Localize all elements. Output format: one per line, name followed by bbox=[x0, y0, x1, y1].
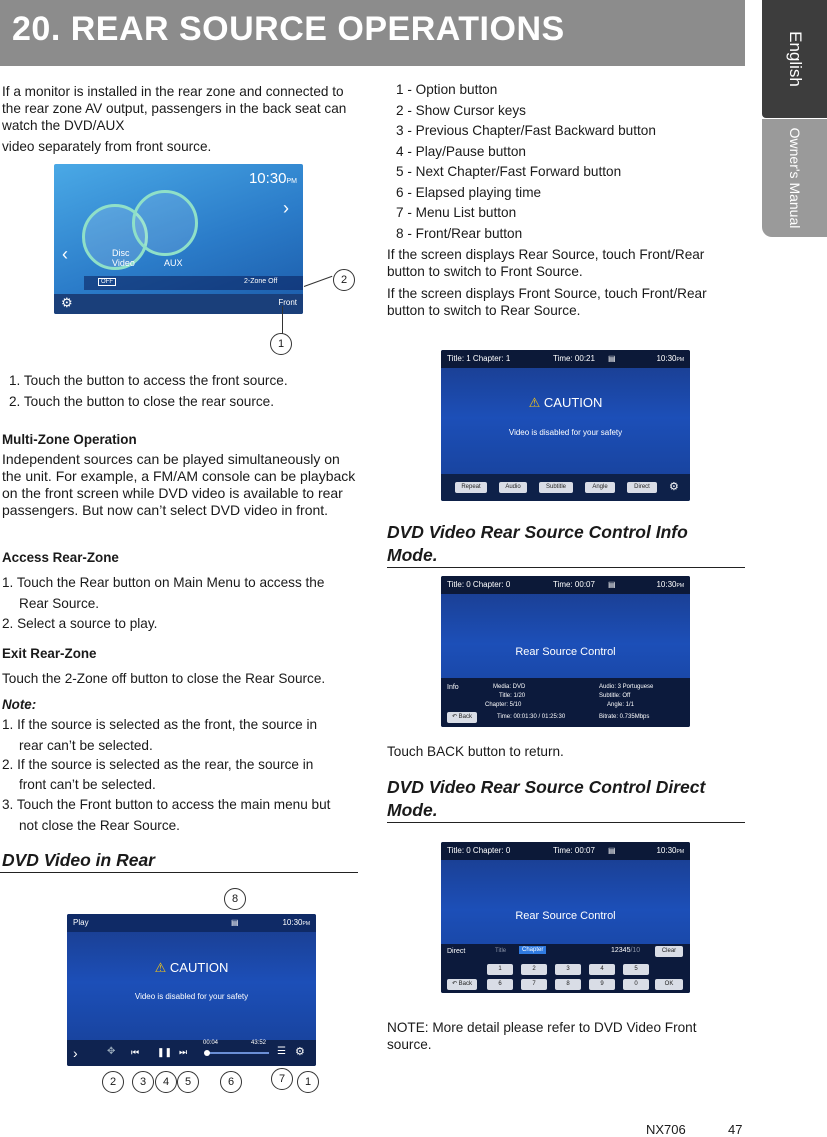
screen1-ampm: PM bbox=[286, 178, 297, 185]
cursor-keys-icon[interactable]: ✥ bbox=[107, 1046, 116, 1057]
pause-icon[interactable]: ❚❚ bbox=[157, 1047, 173, 1057]
note-2: 2. If the source is selected as the rear, the source in bbox=[2, 757, 314, 772]
off-badge[interactable]: OFF bbox=[98, 278, 116, 286]
page-title: 20. REAR SOURCE OPERATIONS bbox=[12, 10, 565, 48]
screen5-ampm: PM bbox=[676, 849, 684, 855]
screen2-ampm: PM bbox=[302, 921, 310, 927]
key-5[interactable]: 5 bbox=[623, 964, 649, 975]
ok-button[interactable]: OK bbox=[655, 979, 683, 990]
direct-panel bbox=[441, 944, 690, 993]
angle-value: Angle: 1/1 bbox=[607, 702, 635, 708]
info-mode-heading-cont: Mode. bbox=[387, 545, 438, 565]
settings-icon[interactable]: ⚙ bbox=[669, 481, 679, 493]
media-value: Media: DVD bbox=[493, 684, 526, 690]
intro-paragraph-2: video separately from front source. bbox=[2, 139, 212, 154]
repeat-button[interactable]: Repeat bbox=[455, 482, 487, 493]
screen2-controls bbox=[67, 1040, 316, 1066]
screen5-clock-time: 10:30 bbox=[656, 846, 677, 855]
screen1-time: 10:30 bbox=[248, 170, 287, 187]
warning-icon: ⚠ bbox=[528, 395, 541, 410]
entry-max: /10 bbox=[630, 947, 641, 954]
zone-bar bbox=[84, 276, 303, 290]
callout-6: 6 bbox=[220, 1071, 242, 1093]
note-text: NOTE: More detail please refer to DVD Video Front source. bbox=[387, 1020, 697, 1052]
bitrate-value: Bitrate: 0.735Mbps bbox=[599, 714, 650, 720]
info-panel bbox=[441, 678, 690, 727]
entry-value: 12345 bbox=[611, 947, 631, 954]
callout-8: 8 bbox=[224, 888, 246, 910]
screen5-clock bbox=[656, 842, 684, 861]
access-step-1: 1. Touch the Rear button on Main Menu to access the bbox=[2, 575, 325, 590]
note-1-cont: rear can’t be selected. bbox=[19, 738, 153, 753]
option-icon[interactable]: › bbox=[73, 1045, 78, 1061]
tab-chapter[interactable]: Chapter bbox=[519, 946, 546, 954]
info-label: Info bbox=[447, 684, 459, 691]
legend-item: 3 - Previous Chapter/Fast Backward button bbox=[396, 123, 656, 138]
screen4-time: Time: 00:07 bbox=[553, 580, 595, 589]
audio-value: Audio: 3 Portuguese bbox=[599, 684, 654, 690]
screen5-time: Time: 00:07 bbox=[553, 846, 595, 855]
menu-list-icon[interactable]: ☰ bbox=[277, 1046, 286, 1057]
legend-item: 6 - Elapsed playing time bbox=[396, 184, 542, 200]
direct-label: Direct bbox=[447, 948, 466, 955]
chapter-value: Chapter: 5/10 bbox=[485, 702, 522, 708]
rear-source-control-title: Rear Source Control bbox=[515, 646, 616, 658]
clear-button[interactable]: Clear bbox=[655, 946, 683, 957]
heading-rule bbox=[0, 872, 358, 873]
button-legend-list bbox=[396, 80, 656, 244]
key-8[interactable]: 8 bbox=[555, 979, 581, 990]
front-rear-icon[interactable]: ▤ bbox=[608, 354, 616, 363]
access-step-1-cont: Rear Source. bbox=[19, 596, 100, 611]
key-4[interactable]: 4 bbox=[589, 964, 615, 975]
heading-rule bbox=[387, 822, 745, 823]
settings-icon[interactable]: ⚙ bbox=[295, 1046, 305, 1058]
screen1-bottom-bar bbox=[54, 294, 303, 314]
note-heading: Note: bbox=[2, 697, 37, 712]
screen2-topbar bbox=[67, 914, 316, 932]
back-label: Back bbox=[458, 981, 473, 987]
number-entry bbox=[611, 947, 640, 954]
info-mode-screenshot bbox=[441, 576, 690, 727]
callout-4: 4 bbox=[155, 1071, 177, 1093]
access-step-2: 2. Select a source to play. bbox=[2, 616, 158, 631]
legend-item: 2 - Show Cursor keys bbox=[396, 102, 526, 118]
zone-off-button[interactable]: 2-Zone Off bbox=[244, 278, 278, 285]
note-3-cont: not close the Rear Source. bbox=[19, 818, 180, 833]
manual-tab-label: Owner's Manual bbox=[786, 127, 803, 229]
legend-item: 7 - Menu List button bbox=[396, 205, 517, 220]
screen2-disabled-message: Video is disabled for your safety bbox=[134, 992, 249, 1001]
heading-rule bbox=[387, 567, 745, 568]
previous-icon[interactable]: ⏮ bbox=[131, 1047, 140, 1057]
key-7[interactable]: 7 bbox=[521, 979, 547, 990]
language-tab bbox=[762, 0, 827, 118]
next-icon[interactable]: ⏭ bbox=[179, 1047, 188, 1057]
screen3-disabled-message: Video is disabled for your safety bbox=[508, 428, 623, 437]
left-arrow-icon[interactable]: ‹ bbox=[62, 244, 68, 264]
note-1: 1. If the source is selected as the front, the source in bbox=[2, 717, 318, 732]
front-to-rear-text: If the screen displays Front Source, touch Front/Rear button to switch to Rear Source. bbox=[387, 286, 707, 318]
dvd-rear-play-screenshot bbox=[67, 914, 316, 1066]
right-arrow-icon[interactable]: › bbox=[283, 198, 289, 218]
page-header bbox=[0, 0, 745, 66]
screen5-title: Title: 0 Chapter: 0 bbox=[447, 846, 511, 855]
screen3-title: Title: 1 Chapter: 1 bbox=[447, 354, 511, 363]
screen3-topbar bbox=[441, 350, 690, 368]
aux-label[interactable]: AUX bbox=[164, 258, 183, 268]
screen2-caution bbox=[67, 960, 316, 976]
gear-icon[interactable]: ⚙ bbox=[61, 295, 73, 310]
screen1-clock bbox=[249, 170, 297, 187]
screen3-caution-text: CAUTION bbox=[543, 395, 603, 410]
callout-line-2 bbox=[304, 276, 333, 287]
key-9[interactable]: 9 bbox=[589, 979, 615, 990]
callout-1b: 1 bbox=[297, 1071, 319, 1093]
front-button[interactable]: Front bbox=[278, 298, 297, 307]
key-2[interactable]: 2 bbox=[521, 964, 547, 975]
screen5-topbar bbox=[441, 842, 690, 860]
aux-icon bbox=[132, 190, 198, 256]
back-label: Back bbox=[458, 714, 473, 720]
screen2-play-label: Play bbox=[73, 918, 89, 927]
progress-bar[interactable] bbox=[205, 1052, 269, 1054]
direct-mode-screenshot bbox=[441, 842, 690, 993]
legend-item: 8 - Front/Rear button bbox=[396, 225, 523, 241]
dvd-in-rear-heading: DVD Video in Rear bbox=[2, 850, 155, 870]
back-button[interactable]: ↶ Back bbox=[447, 712, 477, 723]
rear-to-front-text: If the screen displays Rear Source, touch Front/Rear button to switch to Front Source. bbox=[387, 247, 705, 279]
direct-button[interactable]: Direct bbox=[627, 482, 657, 493]
subtitle-button[interactable]: Subtitle bbox=[539, 482, 573, 493]
front-rear-icon[interactable]: ▤ bbox=[608, 580, 616, 589]
direct-mode-heading: DVD Video Rear Source Control Direct bbox=[387, 777, 706, 797]
screen4-clock-time: 10:30 bbox=[656, 580, 677, 589]
angle-button[interactable]: Angle bbox=[585, 482, 615, 493]
access-rear-zone-heading: Access Rear-Zone bbox=[2, 550, 119, 565]
callout-7: 7 bbox=[271, 1068, 293, 1090]
language-tab-label: English bbox=[785, 31, 805, 87]
legend-item: 4 - Play/Pause button bbox=[396, 143, 526, 159]
screen4-topbar bbox=[441, 576, 690, 594]
front-rear-icon[interactable]: ▤ bbox=[608, 846, 616, 855]
screen4-title: Title: 0 Chapter: 0 bbox=[447, 580, 511, 589]
legend-item: 5 - Next Chapter/Fast Forward button bbox=[396, 164, 622, 179]
main-menu-screenshot bbox=[54, 164, 303, 314]
subtitle-value: Subtitle: Off bbox=[599, 693, 631, 699]
model-number: NX706 bbox=[646, 1122, 686, 1137]
key-1[interactable]: 1 bbox=[487, 964, 513, 975]
warning-icon: ⚠ bbox=[154, 960, 167, 975]
screen3-caution bbox=[441, 395, 690, 411]
back-button[interactable]: ↶ Back bbox=[447, 979, 477, 990]
exit-rear-zone-heading: Exit Rear-Zone bbox=[2, 646, 97, 661]
multi-zone-body: Independent sources can be played simultaneously on the unit. For example, a FM/AM console can be playback on the front screen while DVD video is available to rear passengers. But now can’t select DVD video in front. bbox=[2, 451, 356, 518]
key-6[interactable]: 6 bbox=[487, 979, 513, 990]
callout-line-1 bbox=[282, 306, 283, 334]
exit-rear-zone-body: Touch the 2-Zone off button to close the Rear Source. bbox=[2, 671, 326, 686]
multi-zone-heading: Multi-Zone Operation bbox=[2, 432, 137, 447]
screen3-clock bbox=[656, 350, 684, 369]
callout-2b: 2 bbox=[102, 1071, 124, 1093]
screen4-clock bbox=[656, 576, 684, 595]
callout-3: 3 bbox=[132, 1071, 154, 1093]
callout-5: 5 bbox=[177, 1071, 199, 1093]
dvd-caution-screenshot bbox=[441, 350, 690, 501]
legend-item: 1 - Option button bbox=[396, 82, 498, 97]
title-value: Title: 1/20 bbox=[499, 693, 526, 699]
front-rear-icon[interactable]: ▤ bbox=[231, 918, 239, 927]
screen2-clock bbox=[282, 914, 310, 933]
callout-1: 1 bbox=[270, 333, 292, 355]
time-value: Time: 00:01:30 / 01:25:30 bbox=[497, 714, 566, 720]
elapsed-time: 00:04 bbox=[203, 1040, 219, 1046]
touch-step-1: 1. Touch the button to access the front source. bbox=[9, 373, 288, 388]
tab-title[interactable]: Title bbox=[495, 948, 507, 954]
touch-step-2: 2. Touch the button to close the rear source. bbox=[9, 394, 274, 409]
screen3-time: Time: 00:21 bbox=[553, 354, 595, 363]
rear-source-control-title: Rear Source Control bbox=[515, 910, 616, 922]
screen3-clock-time: 10:30 bbox=[656, 354, 677, 363]
page-number: 47 bbox=[728, 1122, 743, 1137]
audio-button[interactable]: Audio bbox=[499, 482, 527, 493]
direct-mode-heading-cont: Mode. bbox=[387, 800, 438, 820]
manual-tab bbox=[762, 119, 827, 237]
screen3-button-bar bbox=[441, 474, 690, 501]
screen2-time: 10:30 bbox=[282, 918, 303, 927]
progress-thumb[interactable] bbox=[204, 1050, 210, 1056]
note-3: 3. Touch the Front button to access the main menu but bbox=[2, 797, 331, 812]
disc-video-label[interactable]: Disc Video bbox=[112, 248, 135, 268]
key-3[interactable]: 3 bbox=[555, 964, 581, 975]
screen3-ampm: PM bbox=[676, 357, 684, 363]
info-mode-heading: DVD Video Rear Source Control Info bbox=[387, 522, 688, 542]
screen4-ampm: PM bbox=[676, 583, 684, 589]
intro-paragraph: If a monitor is installed in the rear zone and connected to the rear zone AV output, passengers in the back seat can watch the DVD/AUX bbox=[2, 84, 347, 133]
total-time: 43:52 bbox=[251, 1040, 267, 1046]
note-2-cont: front can’t be selected. bbox=[19, 777, 156, 792]
touch-back-text: Touch BACK button to return. bbox=[387, 744, 564, 759]
callout-2: 2 bbox=[333, 269, 355, 291]
key-0[interactable]: 0 bbox=[623, 979, 649, 990]
screen2-caution-text: CAUTION bbox=[169, 960, 229, 975]
